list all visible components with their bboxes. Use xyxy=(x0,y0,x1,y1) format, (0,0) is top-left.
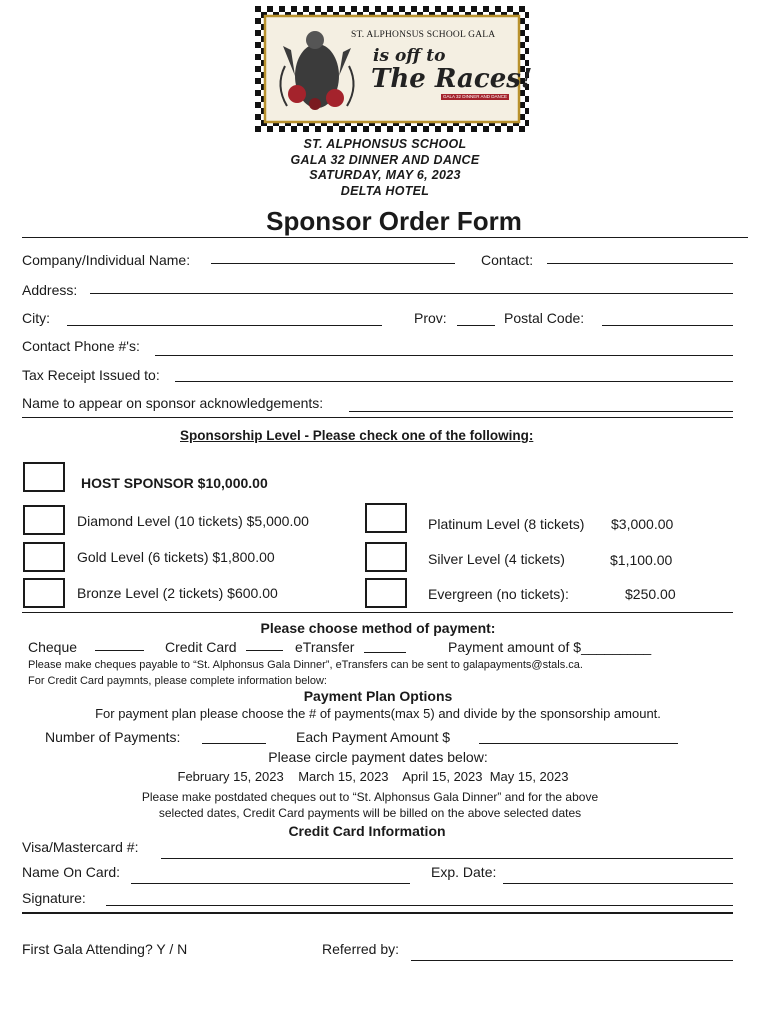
credit-card-field[interactable] xyxy=(246,650,283,651)
city-field[interactable] xyxy=(67,325,382,326)
each-payment-field[interactable] xyxy=(479,743,678,744)
number-of-payments-label: Number of Payments: xyxy=(45,729,181,745)
signature-field[interactable] xyxy=(106,905,733,906)
exp-date-field[interactable] xyxy=(503,883,733,884)
header-line-1: ST. ALPHONSUS SCHOOL xyxy=(303,137,467,151)
phone-label: Contact Phone #'s: xyxy=(22,338,140,354)
logo-small-print: GALA 32 DINNER AND DANCE xyxy=(443,94,508,99)
name-on-card-field[interactable] xyxy=(131,883,410,884)
circle-dates-label: Please circle payment dates below: xyxy=(268,749,488,765)
header-line-4: DELTA HOTEL xyxy=(340,184,430,198)
referred-by-label: Referred by: xyxy=(322,941,400,957)
etransfer-label: eTransfer xyxy=(295,639,355,655)
name-on-card-label: Name On Card: xyxy=(22,864,121,880)
address-field[interactable] xyxy=(90,293,733,294)
contact-label: Contact: xyxy=(481,252,534,268)
bronze-checkbox[interactable] xyxy=(23,578,65,608)
sponsorship-heading: Sponsorship Level - Please check one of the following: xyxy=(180,428,534,443)
acknowledgement-label: Name to appear on sponsor acknowledgements: xyxy=(22,395,324,411)
each-payment-label: Each Payment Amount $ xyxy=(296,729,451,745)
credit-card-heading: Credit Card Information xyxy=(288,823,446,839)
company-field[interactable] xyxy=(211,263,455,264)
contact-field[interactable] xyxy=(547,263,733,264)
header-line-2: GALA 32 DINNER AND DANCE xyxy=(290,153,480,167)
cheque-field[interactable] xyxy=(95,650,144,651)
signature-label: Signature: xyxy=(22,890,86,906)
logo-tagline-2: The Races! xyxy=(371,64,533,94)
platinum-price: $3,000.00 xyxy=(611,516,674,532)
prov-label: Prov: xyxy=(414,310,447,326)
evergreen-price: $250.00 xyxy=(625,586,676,602)
host-sponsor-checkbox[interactable] xyxy=(23,462,65,492)
platinum-checkbox[interactable] xyxy=(365,503,407,533)
postal-label: Postal Code: xyxy=(504,310,585,326)
logo-tagline-1: is off to xyxy=(373,46,446,66)
payment-amount-label: Payment amount of $_________ xyxy=(448,639,652,655)
referred-by-field[interactable] xyxy=(411,960,733,961)
acknowledgement-field[interactable] xyxy=(349,411,733,412)
exp-date-label: Exp. Date: xyxy=(431,864,497,880)
logo-school-line: ST. ALPHONSUS SCHOOL GALA xyxy=(351,30,496,40)
first-gala-label[interactable]: First Gala Attending? Y / N xyxy=(22,941,188,957)
gala-logo xyxy=(255,6,533,132)
platinum-label: Platinum Level (8 tickets) xyxy=(428,516,585,532)
payment-note-1: Please make cheques payable to “St. Alphonsus Gala Dinner”, eTransfers can be sent to galapayments@stals.ca. xyxy=(28,659,583,671)
evergreen-label: Evergreen (no tickets): xyxy=(428,586,569,602)
number-of-payments-field[interactable] xyxy=(202,743,266,744)
title-divider xyxy=(22,237,748,238)
postdated-note-1: Please make postdated cheques out to “St. Alphonsus Gala Dinner” and for the above xyxy=(141,790,599,804)
card-number-label: Visa/Mastercard #: xyxy=(22,839,139,855)
silver-price: $1,100.00 xyxy=(610,552,673,568)
bronze-label: Bronze Level (2 tickets) $600.00 xyxy=(77,585,278,601)
postal-field[interactable] xyxy=(602,325,733,326)
evergreen-checkbox[interactable] xyxy=(365,578,407,608)
footer-divider xyxy=(22,912,733,914)
contact-divider xyxy=(22,417,733,418)
tax-receipt-label: Tax Receipt Issued to: xyxy=(22,367,160,383)
address-label: Address: xyxy=(22,282,78,298)
phone-field[interactable] xyxy=(155,355,733,356)
host-sponsor-label: HOST SPONSOR $10,000.00 xyxy=(81,475,268,491)
payment-dates[interactable]: February 15, 2023 March 15, 2023 April 15, 2023 May 15, 2023 xyxy=(177,769,569,784)
prov-field[interactable] xyxy=(457,325,495,326)
payment-heading: Please choose method of payment: xyxy=(260,620,496,636)
tax-receipt-field[interactable] xyxy=(175,381,733,382)
silver-checkbox[interactable] xyxy=(365,542,407,572)
payment-plan-heading: Payment Plan Options xyxy=(303,688,453,704)
company-label: Company/Individual Name: xyxy=(22,252,191,268)
postdated-note-2: selected dates, Credit Card payments will be billed on the above selected dates xyxy=(158,806,582,820)
diamond-label: Diamond Level (10 tickets) $5,000.00 xyxy=(77,513,309,529)
header-line-3: SATURDAY, MAY 6, 2023 xyxy=(309,168,461,182)
cheque-label: Cheque xyxy=(28,639,78,655)
gold-checkbox[interactable] xyxy=(23,542,65,572)
diamond-checkbox[interactable] xyxy=(23,505,65,535)
credit-card-label: Credit Card xyxy=(165,639,237,655)
silver-label: Silver Level (4 tickets) xyxy=(428,551,565,567)
payment-note-2: For Credit Card paymnts, please complete information below: xyxy=(28,675,327,687)
sponsorship-divider xyxy=(22,612,733,613)
etransfer-field[interactable] xyxy=(364,652,406,653)
payment-plan-description: For payment plan please choose the # of payments(max 5) and divide by the sponsorship amount. xyxy=(95,706,661,721)
city-label: City: xyxy=(22,310,50,326)
card-number-field[interactable] xyxy=(161,858,733,859)
page-title: Sponsor Order Form xyxy=(266,206,522,236)
gold-label: Gold Level (6 tickets) $1,800.00 xyxy=(77,549,275,565)
